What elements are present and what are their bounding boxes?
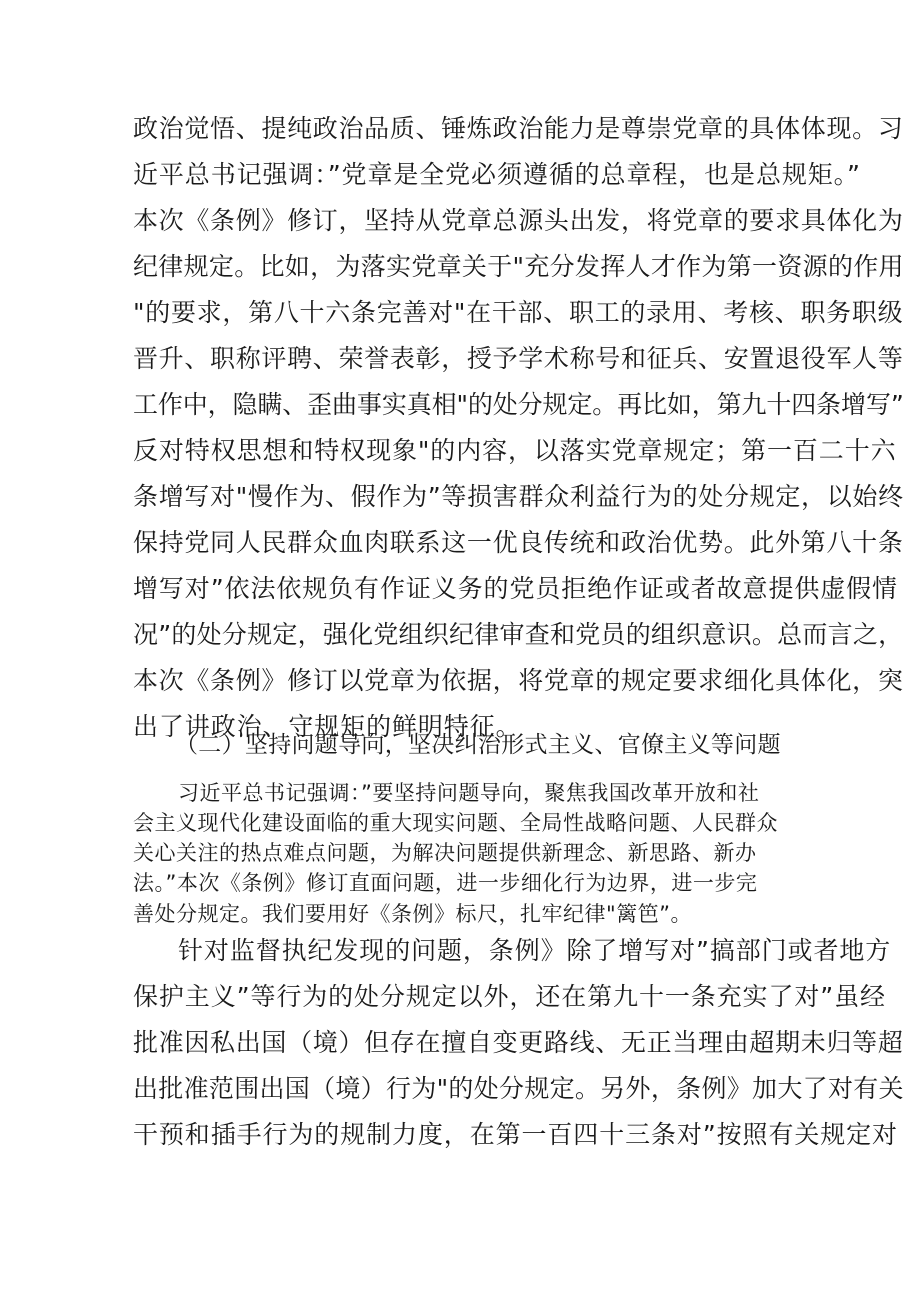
text-line: 保护主义”等行为的处分规定以外，还在第九十一条充实了对”虽经 bbox=[133, 982, 886, 1011]
text-line: 关心关注的热点难点问题，为解决问题提供新理念、新思路、新办 bbox=[133, 841, 757, 865]
text-line: 增写对”依法依规负有作证义务的党员拒绝作证或者故意提供虚假情 bbox=[133, 574, 898, 603]
text-line: 会主义现代化建设面临的重大现实问题、全局性战略问题、人民群众 bbox=[133, 811, 778, 835]
text-line: 善处分规定。我们要用好《条例》标尺，扎牢纪律"篱笆”。 bbox=[133, 902, 693, 926]
text-line: 本次《条例》修订，坚持从党章总源头出发，将党章的要求具体化为 bbox=[133, 206, 904, 235]
text-line: 干预和插手行为的规制力度，在第一百四十三条对”按照有关规定对 bbox=[133, 1120, 898, 1149]
text-line: 针对监督执纪发现的问题，条例》除了增写对”搞部门或者地方 bbox=[178, 936, 892, 965]
section-heading: （二）坚持问题导向，坚决纠治形式主义、官僚主义等问题 bbox=[175, 732, 781, 758]
text-line: 本次《条例》修订以党章为依据，将党章的规定要求细化具体化，突 bbox=[133, 666, 904, 695]
text-line: 工作中，隐瞒、歪曲事实真相"的处分规定。再比如，第九十四条增写” bbox=[133, 390, 904, 419]
text-line: 习近平总书记强调：”要坚持问题导向，聚焦我国改革开放和社 bbox=[178, 781, 760, 805]
text-line: 法。”本次《条例》修订直面问题，进一步细化行为边界，进一步完 bbox=[133, 871, 758, 895]
text-line: 保持党同人民群众血肉联系这一优良传统和政治优势。此外第八十条 bbox=[133, 528, 904, 557]
text-line: 条增写对"慢作为、假作为”等损害群众利益行为的处分规定，以始终 bbox=[133, 482, 904, 511]
text-line: 政治觉悟、提纯政治品质、锤炼政治能力是尊崇党章的具体体现。习 bbox=[133, 114, 904, 143]
text-line: 晋升、职称评聘、荣誉表彰，授予学术称号和征兵、安置退役军人等 bbox=[133, 344, 904, 373]
text-line: "的要求，第八十六条完善对"在干部、职工的录用、考核、职务职级 bbox=[133, 298, 904, 327]
text-line: 出批准范围出国（境）行为"的处分规定。另外，条例》加大了对有关 bbox=[133, 1074, 904, 1103]
text-line: 纪律规定。比如，为落实党章关于"充分发挥人才作为第一资源的作用 bbox=[133, 252, 904, 281]
text-line: 况”的处分规定，强化党组织纪律审查和党员的组织意识。总而言之， bbox=[133, 620, 904, 649]
text-line: 出了讲政治、守规矩的鲜明特征。 bbox=[133, 712, 522, 741]
text-line: 批准因私出国（境）但存在擅自变更路线、无正当理由超期未归等超 bbox=[133, 1028, 904, 1057]
text-line: 反对特权思想和特权现象"的内容，以落实党章规定；第一百二十六 bbox=[133, 436, 897, 465]
text-line: 近平总书记强调：”党章是全党必须遵循的总章程，也是总规矩。” bbox=[133, 160, 861, 189]
